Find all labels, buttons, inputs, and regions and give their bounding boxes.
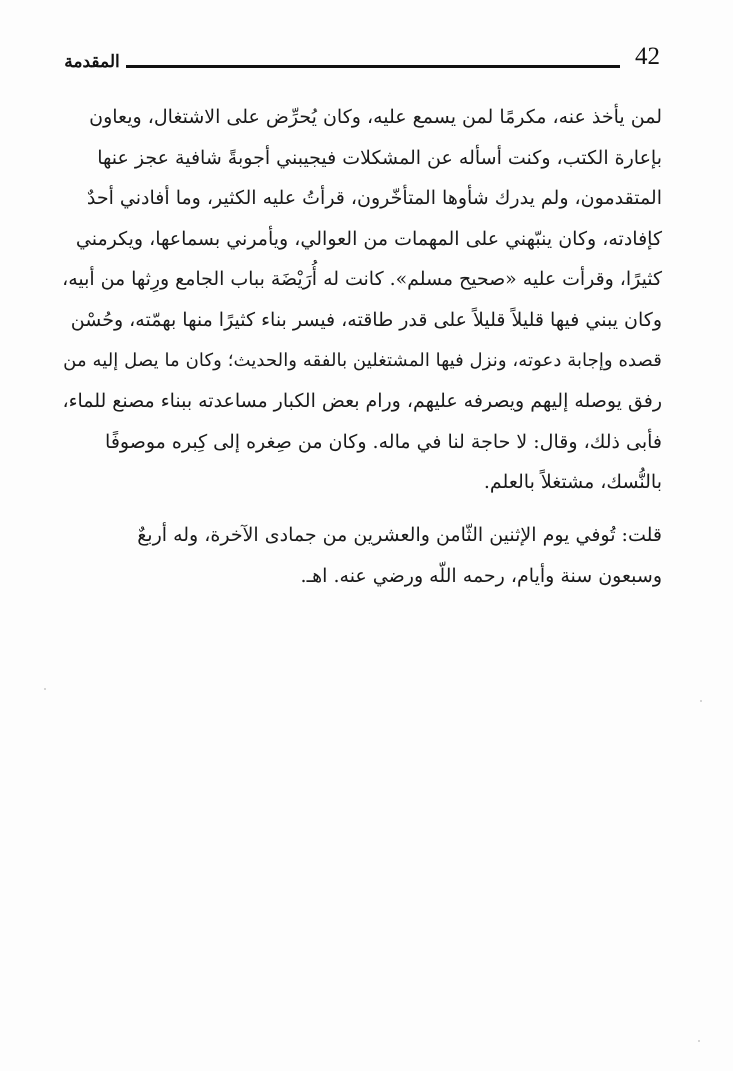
text-line: قلت: تُوفي يوم الإثنين الثّامن والعشرين من جمادى الآخرة، وله أربعٌ <box>137 523 662 546</box>
text-line: كإفادته، وكان ينبّهني على المهمات من العوالي، ويأمرني بسماعها، ويكرمني <box>75 227 662 250</box>
scan-speck <box>698 1040 700 1042</box>
text-line: بالنُّسك، مشتغلاً بالعلم. <box>483 471 662 494</box>
text-line: رفق يوصله إليهم ويصرفه عليهم، ورام بعض الكبار مساعدته ببناء مصنع للماء، <box>62 390 662 413</box>
text-line: قصده وإجابة دعوته، ونزل فيها المشتغلين بالفقه والحديث؛ وكان ما يصل إليه من <box>63 349 662 371</box>
paragraph-biography <box>62 97 662 503</box>
page-number: 42 <box>635 43 660 70</box>
text-line: بإعارة الكتب، وكنت أسأله عن المشكلات فيجيبني أجوبةً شافية عجز عنها <box>97 146 662 169</box>
text-line: وسبعون سنة وأيام، رحمه اللّه ورضي عنه. اهـ. <box>300 564 662 587</box>
text-line: فأبى ذلك، وقال: لا حاجة لنا في ماله. وكان من صِغره إلى كِبره موصوفًا <box>105 430 662 453</box>
paragraph-gap <box>62 503 662 515</box>
text-line: لمن يأخذ عنه، مكرمًا لمن يسمع عليه، وكان يُحرِّض على الاشتغال، ويعاون <box>89 106 662 128</box>
scan-speck <box>700 700 702 702</box>
header-rule <box>126 65 620 68</box>
running-title: المقدمة <box>64 52 120 72</box>
page-header <box>62 44 660 74</box>
body-text <box>62 97 662 596</box>
scan-speck <box>44 688 46 690</box>
paragraph-death-note <box>62 515 662 596</box>
text-line: وكان يبني فيها قليلاً قليلاً على قدر طاقته، فيسر بناء كثيرًا منها بهمّته، وحُسْن <box>70 308 662 331</box>
text-line: كثيرًا، وقرأت عليه «صحيح مسلم». كانت له أُرَيْضَة بباب الجامع ورِثها من أبيه، <box>62 268 662 291</box>
text-line: المتقدمون، ولم يدرك شأوها المتأخّرون، قرأتُ عليه الكثير، وما أفادني أحدٌ <box>86 187 662 210</box>
